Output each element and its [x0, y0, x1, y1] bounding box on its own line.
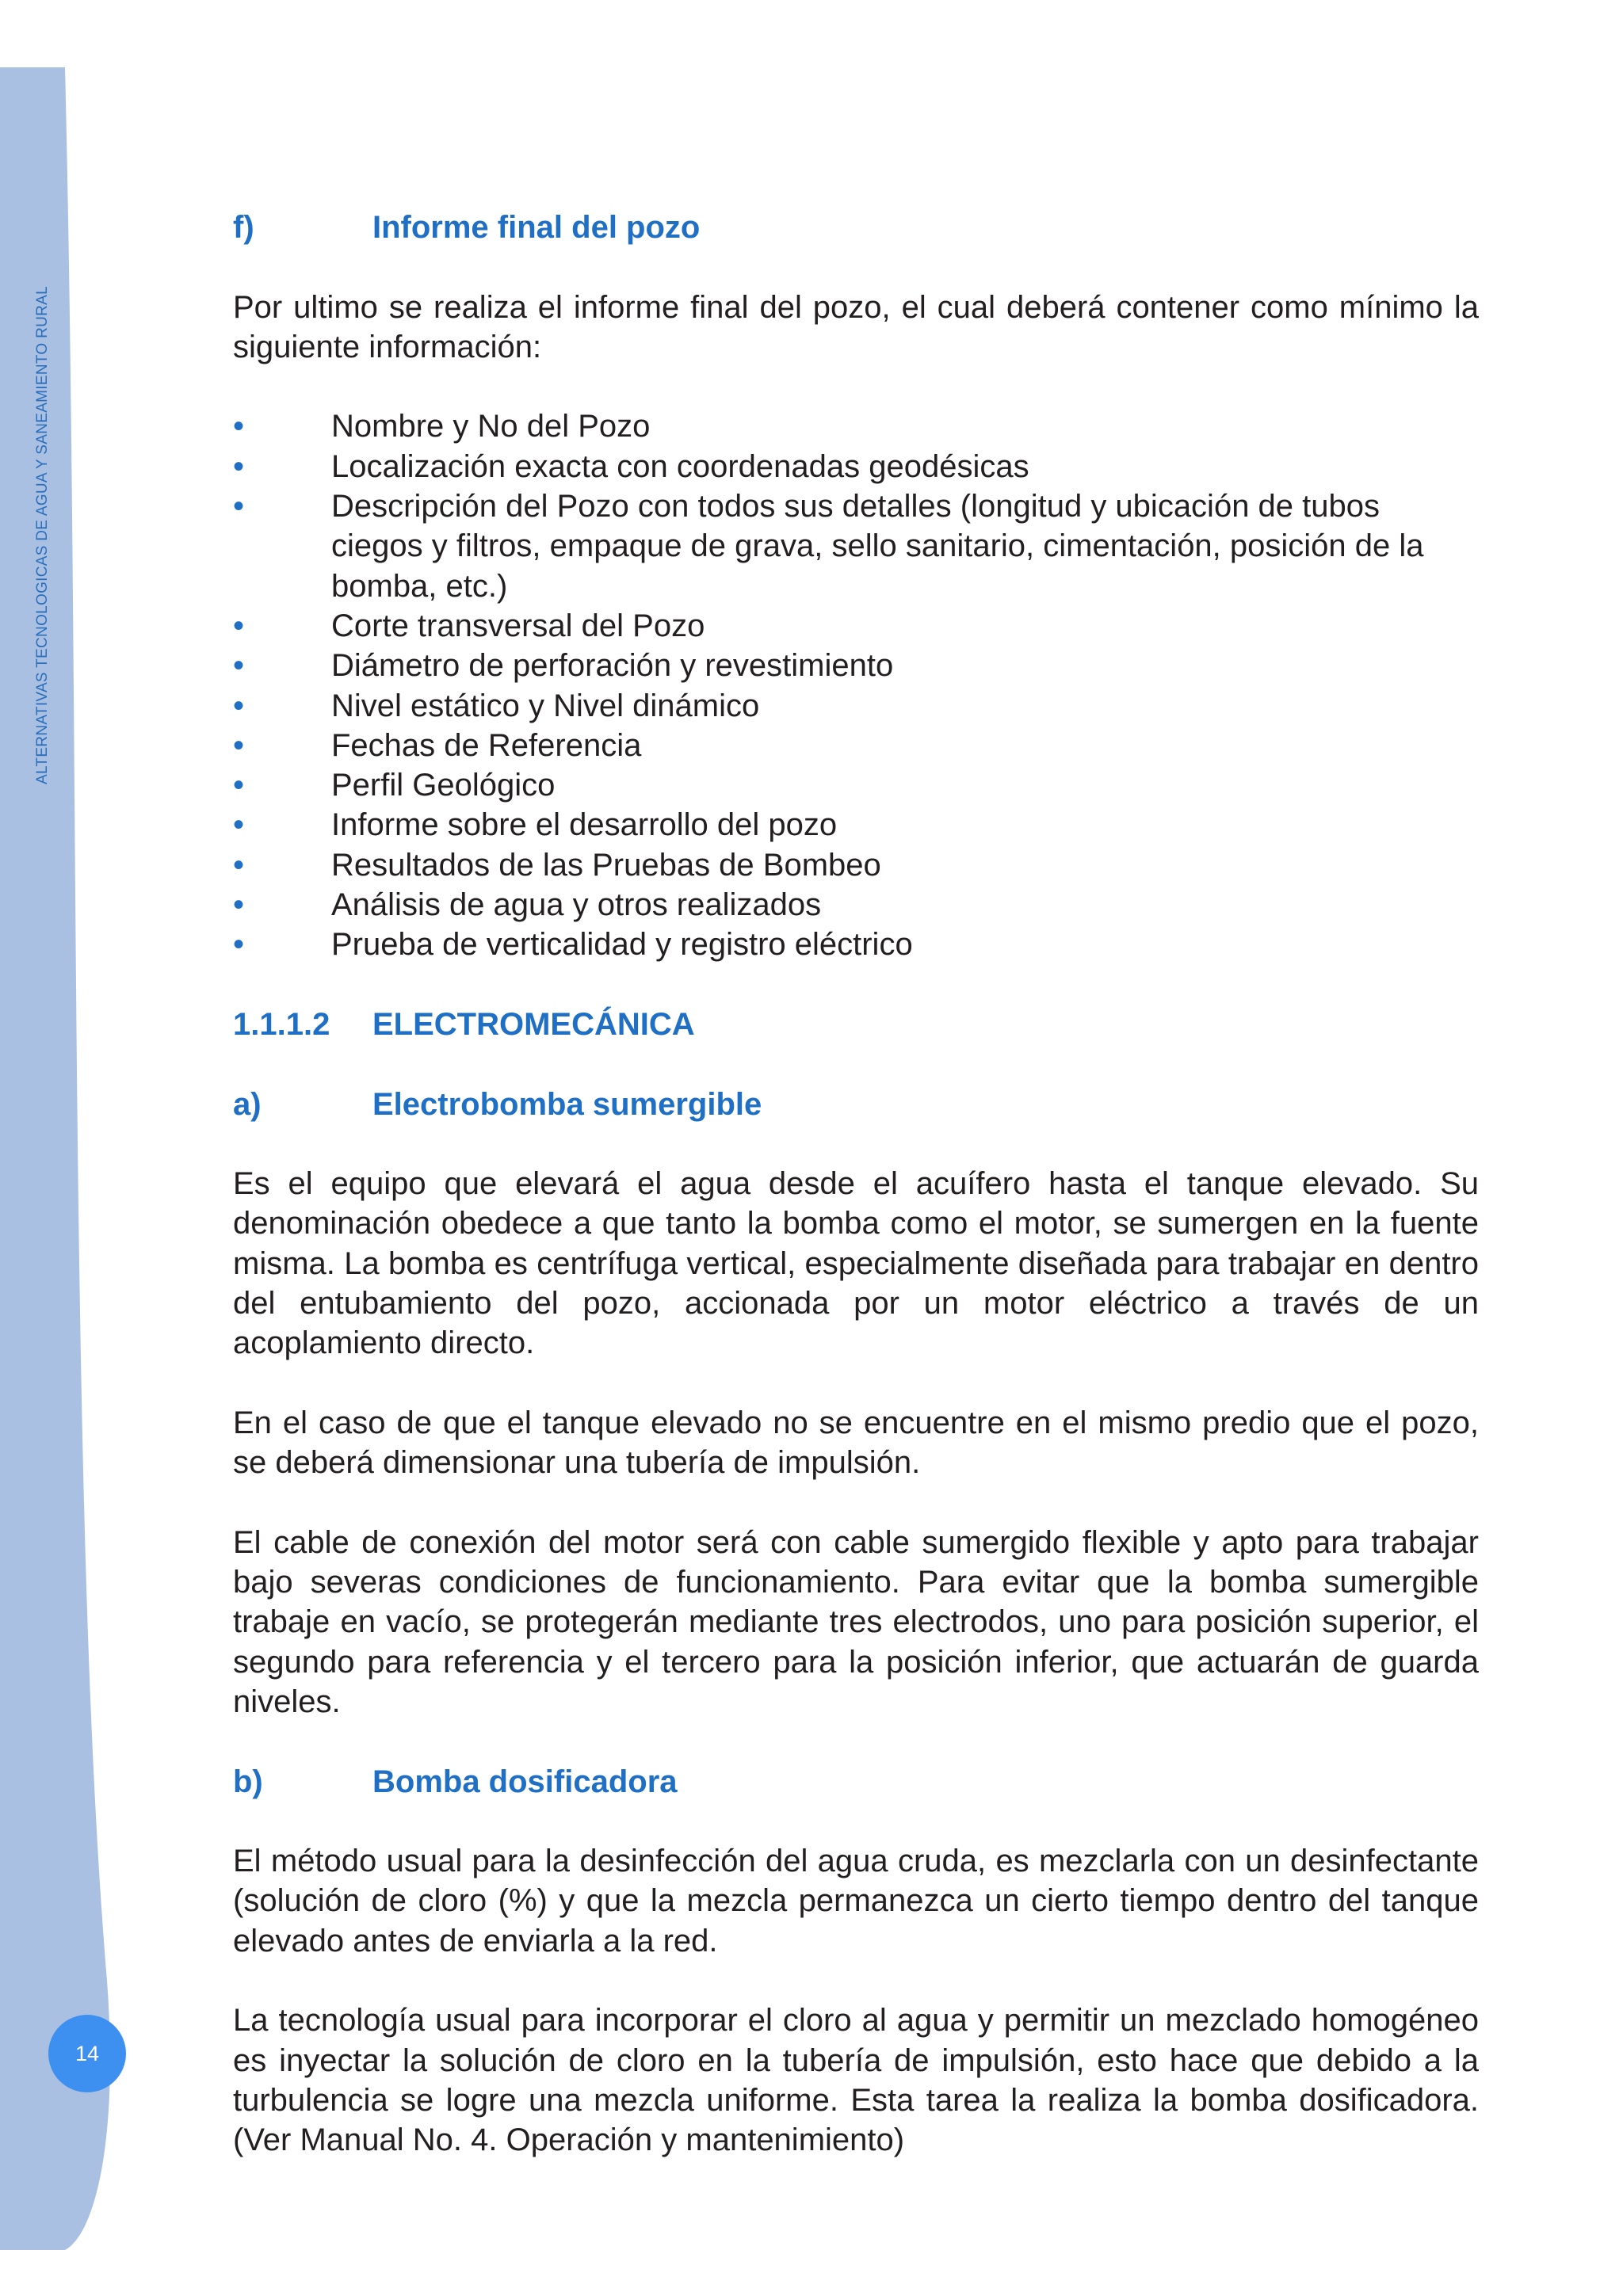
bullet-icon: • [233, 847, 245, 883]
section-a-paragraph: El cable de conexión del motor será con cable sumergido flexible y apto para trabajar bajo severas condiciones de funcionamiento. Para evitar que la bomba sumergible trabaje en vacío, se protegerán mediante tres electrodos, uno para posición superior, el segundo para referencia y el tercero para la posición inferior, que actuarán de guarda niveles. [233, 1524, 1479, 1719]
bullet-icon: • [233, 489, 245, 524]
section-f-heading [233, 208, 1479, 247]
section-b-title: Bomba dosificadora [372, 1764, 678, 1799]
page-number-badge [48, 2015, 126, 2092]
bullet-icon: • [233, 887, 245, 923]
section-b-number: b) [233, 1764, 263, 1799]
bullet-icon: • [233, 807, 245, 843]
list-item: • Diámetro de perforación y revestimiento [233, 646, 1479, 685]
list-item: • Fechas de Referencia [233, 726, 1479, 765]
bullet-icon: • [233, 409, 245, 444]
bullet-icon: • [233, 768, 245, 803]
section-1112-heading [233, 1005, 1479, 1044]
bullet-icon: • [233, 608, 245, 643]
report-requirements-list [233, 406, 1479, 964]
list-item: • Perfil Geológico [233, 765, 1479, 805]
section-a-number: a) [233, 1086, 262, 1122]
section-f-title: Informe final del pozo [372, 210, 701, 245]
section-f-number: f) [233, 210, 254, 245]
list-item: • Corte transversal del Pozo [233, 606, 1479, 646]
list-item: • Informe sobre el desarrollo del pozo [233, 805, 1479, 845]
section-b-heading [233, 1762, 1479, 1802]
section-b-paragraph: El método usual para la desinfección del agua cruda, es mezclarla con un desinfectante (solución de cloro (%) y que la mezcla permanezca un cierto tiempo dentro del tanque elevado antes de enviarla a la red. [233, 1844, 1479, 1958]
list-item: • Localización exacta con coordenadas geodésicas [233, 447, 1479, 486]
section-f-intro: Por ultimo se realiza el informe final del pozo, el cual deberá contener como mínimo la siguiente información: [233, 289, 1479, 364]
section-a-heading [233, 1085, 1479, 1124]
list-item: • Descripción del Pozo con todos sus detalles (longitud y ubicación de tubos ciegos y filtros, empaque de grava, sello sanitario, cimentación, posición de la bomba, etc.) [233, 486, 1479, 606]
section-b-paragraph: La tecnología usual para incorporar el cloro al agua y permitir un mezclado homogéneo es inyectar la solución de cloro en la tubería de impulsión, esto hace que debido a la turbulencia se logre una mezcla uniforme. Esta tarea la realiza la bomba dosificadora. (Ver Manual No. 4. Operación y mantenimiento) [233, 2003, 1479, 2158]
section-a-paragraph: En el caso de que el tanque elevado no se encuentre en el mismo predio que el pozo, se deberá dimensionar una tubería de impulsión. [233, 1405, 1479, 1481]
bullet-icon: • [233, 927, 245, 963]
list-item: • Análisis de agua y otros realizados [233, 885, 1479, 925]
bullet-icon: • [233, 727, 245, 763]
section-1112-title: ELECTROMECÁNICA [372, 1006, 695, 1042]
bullet-icon: • [233, 448, 245, 484]
list-item: • Nivel estático y Nivel dinámico [233, 686, 1479, 726]
list-item: • Resultados de las Pruebas de Bombeo [233, 845, 1479, 885]
bullet-icon: • [233, 648, 245, 684]
page-content [233, 208, 1479, 2161]
decorative-side-band [0, 0, 158, 2296]
list-item: • Prueba de verticalidad y registro eléctrico [233, 925, 1479, 964]
section-1112-number: 1.1.1.2 [233, 1006, 330, 1042]
list-item: • Nombre y No del Pozo [233, 406, 1479, 446]
page-number: 14 [74, 2041, 100, 2065]
bullet-icon: • [233, 688, 245, 723]
section-a-paragraph: Es el equipo que elevará el agua desde el acuífero hasta el tanque elevado. Su denominación obedece a que tanto la bomba como el motor, se sumergen en la fuente misma. La bomba es centrífuga vertical, especialmente diseñada para trabajar en dentro del entubamiento del pozo, accionada por un motor eléctrico a través de un acoplamiento directo. [233, 1166, 1479, 1361]
section-a-title: Electrobomba sumergible [372, 1086, 762, 1122]
